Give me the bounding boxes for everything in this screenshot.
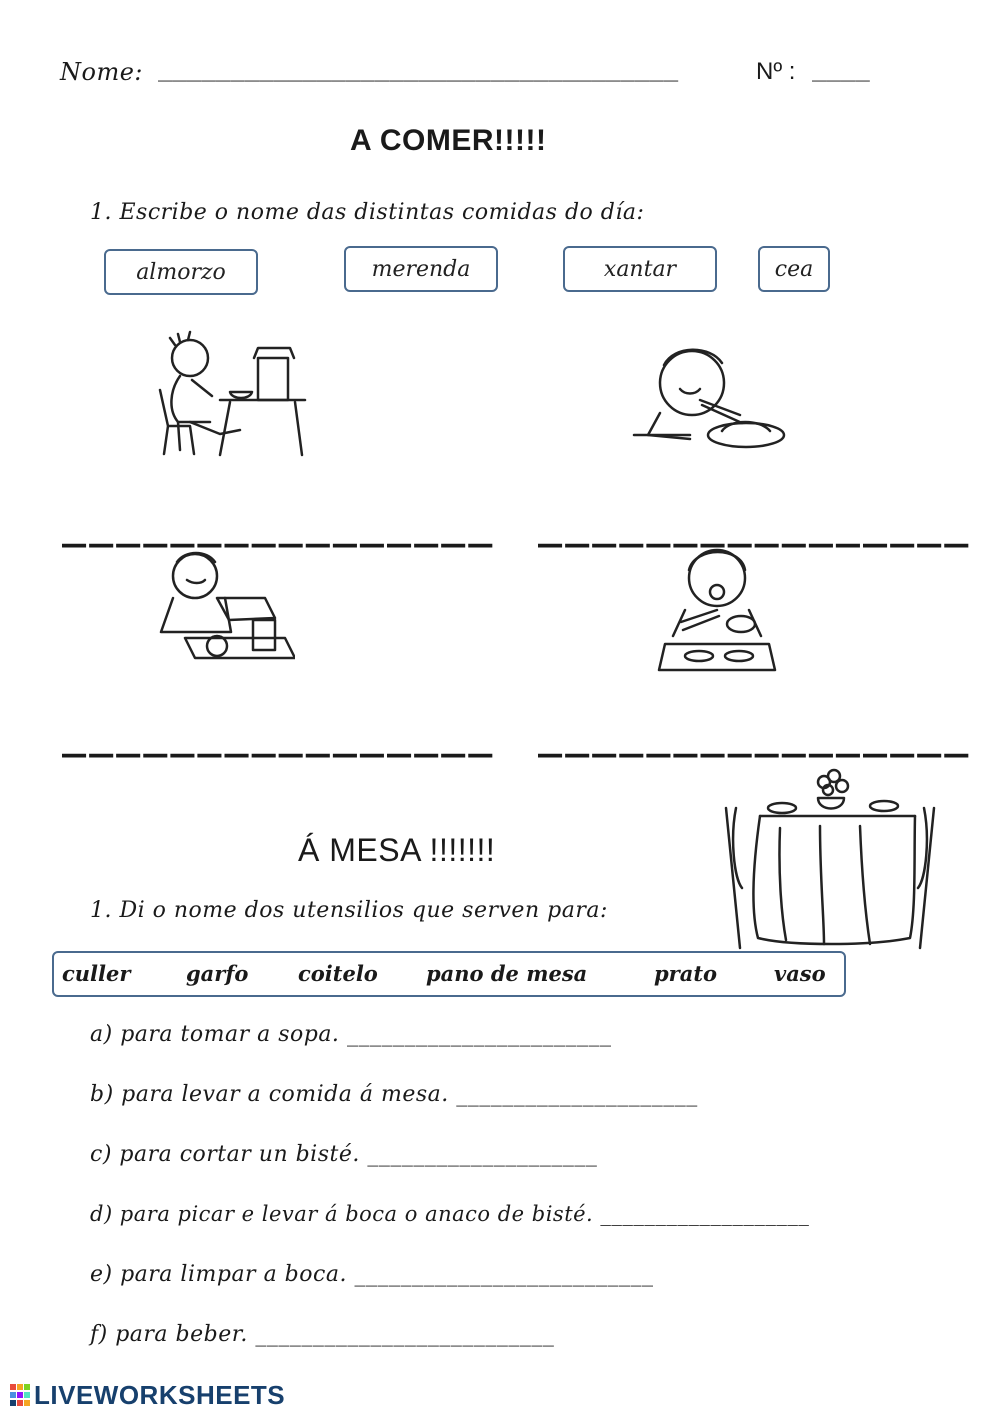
question-a-answer[interactable]: _______________________ bbox=[346, 1022, 612, 1047]
word-bank-culler[interactable]: culler bbox=[62, 961, 131, 986]
question-c bbox=[90, 1142, 597, 1167]
question-a-text: a) para tomar a sopa. bbox=[90, 1022, 340, 1047]
section-title-a-comer: A COMER!!!!! bbox=[350, 124, 547, 157]
instruction-utensils: 1. Di o nome dos utensilios que serven para: bbox=[90, 898, 608, 923]
question-f-answer[interactable]: __________________________ bbox=[255, 1322, 555, 1347]
question-b bbox=[90, 1082, 698, 1107]
question-d bbox=[90, 1202, 809, 1226]
question-f-text: f) para beber. bbox=[90, 1322, 248, 1347]
answer-line-2[interactable]: ________________ bbox=[538, 502, 972, 548]
number-label: Nº : bbox=[756, 58, 796, 85]
word-bank-coitelo[interactable]: coitelo bbox=[298, 961, 378, 986]
dinner-illustration bbox=[655, 540, 780, 675]
word-bank-pano-de-mesa[interactable]: pano de mesa bbox=[426, 961, 588, 986]
name-label: Nome: bbox=[60, 58, 143, 86]
question-b-text: b) para levar a comida á mesa. bbox=[90, 1082, 449, 1107]
breakfast-illustration bbox=[150, 330, 310, 460]
question-e-text: e) para limpar a boca. bbox=[90, 1262, 347, 1287]
question-e bbox=[90, 1262, 653, 1287]
section-title-a-mesa: Á MESA !!!!!!! bbox=[298, 832, 496, 868]
liveworksheets-brand-text: LIVEWORKSHEETS bbox=[34, 1379, 286, 1410]
question-e-answer[interactable]: __________________________ bbox=[354, 1262, 654, 1287]
word-card-merenda[interactable]: merenda bbox=[344, 246, 498, 292]
word-card-almorzo[interactable]: almorzo bbox=[104, 249, 258, 295]
question-d-answer[interactable]: ___________________ bbox=[600, 1202, 810, 1226]
question-c-text: c) para cortar un bisté. bbox=[90, 1142, 360, 1167]
number-input-line[interactable]: ____ bbox=[812, 54, 870, 82]
word-bank-prato[interactable]: prato bbox=[654, 961, 718, 986]
question-f bbox=[90, 1322, 554, 1347]
liveworksheets-logo-icon bbox=[10, 1384, 30, 1406]
word-bank-garfo[interactable]: garfo bbox=[186, 961, 249, 986]
word-card-xantar[interactable]: xantar bbox=[563, 246, 717, 292]
word-bank bbox=[52, 951, 846, 997]
word-card-cea[interactable]: cea bbox=[758, 246, 830, 292]
answer-line-4[interactable]: ________________ bbox=[538, 712, 972, 758]
dining-table-illustration bbox=[720, 768, 945, 953]
answer-line-3[interactable]: ________________ bbox=[62, 712, 496, 758]
question-d-text: d) para picar e levar á boca o anaco de bisté. bbox=[90, 1202, 594, 1226]
word-bank-vaso[interactable]: vaso bbox=[774, 961, 826, 986]
liveworksheets-logo bbox=[10, 1380, 285, 1410]
instruction-meals: 1. Escribe o nome das distintas comidas do día: bbox=[90, 200, 645, 225]
name-input-line[interactable]: ____________________________________ bbox=[158, 54, 679, 82]
lunch-illustration bbox=[630, 335, 790, 460]
question-c-answer[interactable]: ____________________ bbox=[367, 1142, 598, 1167]
question-a bbox=[90, 1022, 611, 1047]
snack-illustration bbox=[155, 548, 295, 663]
question-b-answer[interactable]: _____________________ bbox=[456, 1082, 698, 1107]
answer-line-1[interactable]: ________________ bbox=[62, 502, 496, 548]
